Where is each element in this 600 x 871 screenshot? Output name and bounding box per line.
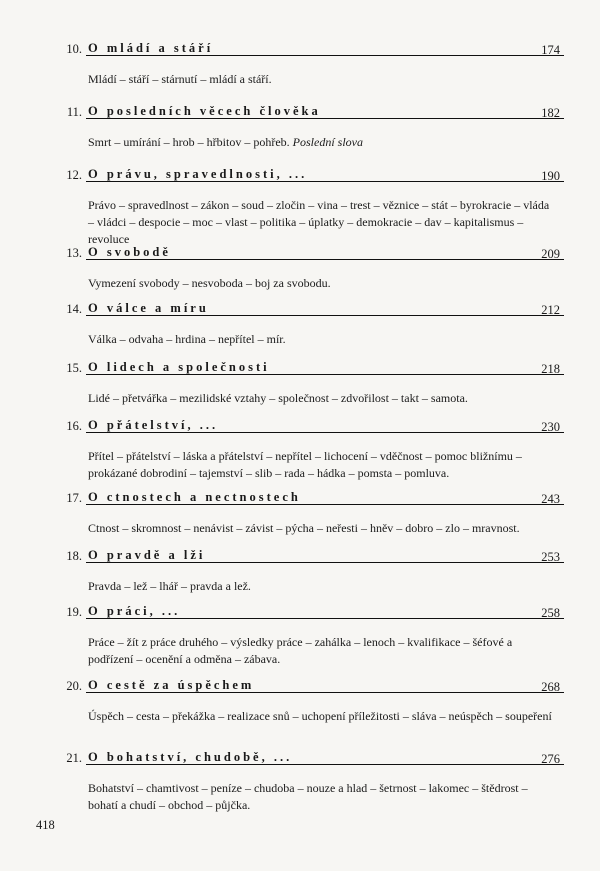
description-text: Přítel – přátelství – láska a přátelství – nepřítel – lichocení – vděčnost – pomoc bližnímu – prokázané dobrodiní – tajemství – slib – rada – hádka – pomsta – pomluva. [88, 449, 522, 481]
title-underline [86, 259, 564, 260]
toc-heading-row [48, 485, 564, 509]
toc-entry [48, 99, 564, 162]
chapter-description [88, 708, 558, 725]
chapter-description [88, 780, 558, 814]
page-number: 418 [36, 818, 55, 832]
description-text: Válka – odvaha – hrdina – nepřítel – mír. [88, 332, 286, 347]
toc-heading-row [48, 543, 564, 567]
toc-entry [48, 543, 564, 599]
toc-heading-row [48, 296, 564, 320]
chapter-number: 12. [66, 168, 82, 183]
toc-entry [48, 240, 564, 296]
chapter-title: O bohatství, chudobě, ... [88, 750, 293, 765]
chapter-description [88, 578, 558, 595]
chapter-page-number: 174 [541, 43, 560, 57]
chapter-description [88, 71, 558, 88]
chapter-number: 16. [66, 419, 82, 434]
toc-entry [48, 673, 564, 745]
chapter-title: O cestě za úspěchem [88, 678, 255, 693]
toc-entry [48, 485, 564, 543]
toc-entry [48, 413, 564, 485]
title-underline [86, 55, 564, 56]
chapter-description [88, 275, 558, 292]
title-underline [86, 504, 564, 505]
chapter-number: 21. [66, 751, 82, 766]
chapter-title: O lidech a společnosti [88, 360, 270, 375]
title-underline [86, 764, 564, 765]
toc-heading-row [48, 240, 564, 264]
toc-entry [48, 162, 564, 247]
title-underline [86, 374, 564, 375]
chapter-title: O válce a míru [88, 301, 209, 316]
title-underline [86, 692, 564, 693]
toc-heading-row [48, 355, 564, 379]
chapter-description [88, 331, 558, 348]
title-underline [86, 181, 564, 182]
chapter-title: O přátelství, ... [88, 418, 219, 433]
chapter-page-number: 212 [541, 303, 560, 318]
description-text: Vymezení svobody – nesvoboda – boj za svobodu. [88, 276, 331, 291]
description-text: Smrt – umírání – hrob – hřbitov – pohřeb. [88, 135, 293, 150]
chapter-number: 13. [66, 246, 82, 261]
toc-heading-row [48, 99, 564, 123]
title-underline [86, 315, 564, 316]
description-text: Ctnost – skromnost – nenávist – závist – pýcha – neřesti – hněv – dobro – zlo – mravnost. [88, 521, 520, 536]
chapter-number: 19. [66, 605, 82, 620]
chapter-page-number: 268 [541, 680, 560, 695]
description-text: Mládí – stáří – stárnutí – mládí a stáří. [88, 72, 272, 86]
chapter-number: 14. [66, 302, 82, 317]
toc-entry [48, 599, 564, 673]
toc-heading-row [48, 413, 564, 437]
chapter-page-number: 253 [541, 550, 560, 565]
chapter-title: O ctnostech a nectnostech [88, 490, 301, 505]
chapter-number: 15. [66, 361, 82, 376]
chapter-description [88, 520, 558, 537]
toc-heading-row [48, 745, 564, 769]
title-underline [86, 618, 564, 619]
description-text: Lidé – přetvářka – mezilidské vztahy – společnost – zdvořilost – takt – samota. [88, 391, 468, 406]
chapter-description [88, 634, 558, 668]
chapter-page-number: 276 [541, 752, 560, 767]
chapter-number: 18. [66, 549, 82, 564]
chapter-title: O mládí a stáří [88, 41, 214, 55]
chapter-page-number: 190 [541, 169, 560, 184]
description-text: Práce – žít z práce druhého – výsledky práce – zahálka – lenoch – kvalifikace – šéfové a podřízení – ocenění a odměna – zábava. [88, 635, 513, 667]
chapter-description [88, 390, 558, 407]
toc-heading-row [48, 599, 564, 623]
description-text: Bohatství – chamtivost – peníze – chudoba – nouze a hlad – šetrnost – lakomec – štědrost – bohatí a chudí – obchod – půjčka. [88, 781, 528, 813]
toc-entry [48, 36, 564, 99]
description-text: Právo – spravedlnost – zákon – soud – zločin – vina – trest – věznice – stát – byrokracie – vláda – vládci – despocie – moc – vlast – politika – úplatky – demokracie – dav – kapitalismus – revoluce [88, 198, 550, 247]
table-of-contents [48, 36, 564, 815]
toc-heading-row [48, 673, 564, 697]
toc-heading-row [48, 162, 564, 186]
chapter-number: 20. [66, 679, 82, 694]
toc-entry [48, 745, 564, 815]
toc-heading-row [48, 36, 564, 60]
title-underline [86, 432, 564, 433]
chapter-page-number: 230 [541, 420, 560, 435]
description-text: Pravda – lež – lhář – pravda a lež. [88, 579, 251, 594]
chapter-number: 11. [66, 105, 82, 120]
title-underline [86, 118, 564, 119]
chapter-description [88, 448, 558, 482]
description-italic-text: Poslední slova [292, 135, 363, 150]
chapter-title: O právu, spravedlnosti, ... [88, 167, 308, 182]
chapter-title: O svobodě [88, 245, 171, 260]
toc-entry [48, 355, 564, 413]
chapter-page-number: 258 [541, 606, 560, 621]
chapter-page-number: 209 [541, 247, 560, 262]
chapter-page-number: 243 [541, 492, 560, 507]
chapter-number: 17. [66, 491, 82, 506]
chapter-page-number: 218 [541, 362, 560, 377]
title-underline [86, 562, 564, 563]
chapter-number: 10. [66, 42, 82, 56]
chapter-title: O posledních věcech člověka [88, 104, 321, 119]
chapter-page-number: 182 [541, 106, 560, 121]
chapter-title: O pravdě a lži [88, 548, 206, 563]
description-text: Úspěch – cesta – překážka – realizace snů – uchopení příležitosti – sláva – neúspěch – soupeření [88, 709, 552, 724]
chapter-title: O práci, ... [88, 604, 181, 619]
chapter-description [88, 134, 558, 151]
toc-entry [48, 296, 564, 355]
